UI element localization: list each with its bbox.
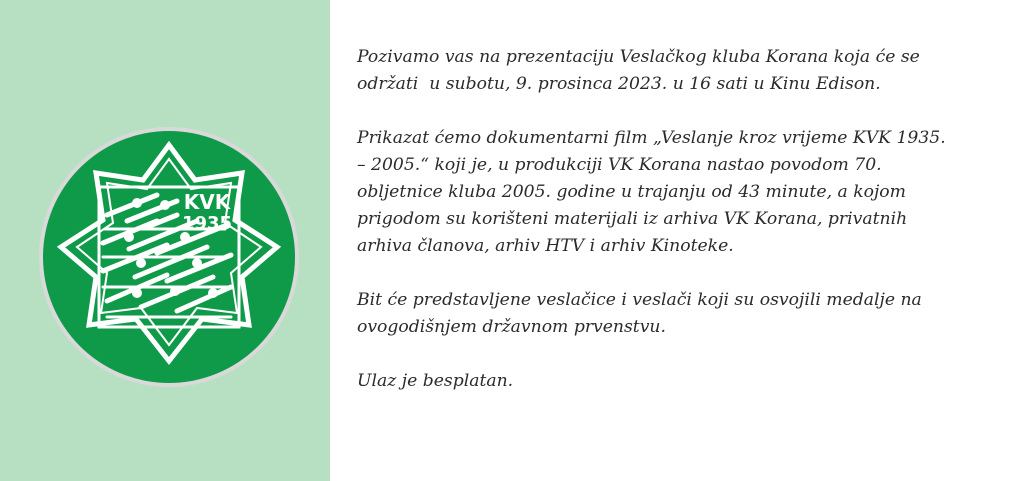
paragraph-2-line-4: prigodom su korišteni materijali iz arhiva VK Korana, privatnih — [357, 209, 908, 229]
paragraph-2-line-1: Prikazat ćemo dokumentarni film „Veslanje kroz vrijeme KVK 1935. — [357, 128, 946, 148]
paragraph-2-line-5: arhiva članova, arhiv HTV i arhiv Kinoteke. — [357, 236, 734, 256]
club-logo — [37, 125, 301, 389]
paragraph-film — [357, 125, 997, 260]
paragraph-admission — [357, 368, 997, 395]
paragraph-2-line-2: – 2005.“ koji je, u produkciji VK Korana nastao povodom 70. — [357, 155, 882, 175]
logo-text-year: 1935 — [181, 213, 233, 234]
paragraph-1-line-2: održati u subotu, 9. prosinca 2023. u 16 sati u Kinu Edison. — [357, 74, 881, 94]
paragraph-3-line-1: Bit će predstavljene veslačice i veslači koji su osvojili medalje na — [357, 290, 922, 310]
paragraph-4-line-1: Ulaz je besplatan. — [357, 371, 514, 391]
paragraph-3-line-2: ovogodišnjem državnom prvenstvu. — [357, 317, 666, 337]
paragraph-invitation — [357, 44, 997, 98]
side-panel — [0, 0, 330, 481]
logo-text-kvk: KVK — [183, 190, 231, 214]
paragraph-2-line-3: obljetnice kluba 2005. godine u trajanju od 43 minute, a kojom — [357, 182, 906, 202]
kvk-rowing-club-emblem-icon — [37, 125, 301, 389]
invitation-text — [357, 44, 997, 395]
paragraph-1-line-1: Pozivamo vas na prezentaciju Veslačkog kluba Korana koja će se — [357, 47, 920, 67]
paragraph-medalists — [357, 287, 997, 341]
